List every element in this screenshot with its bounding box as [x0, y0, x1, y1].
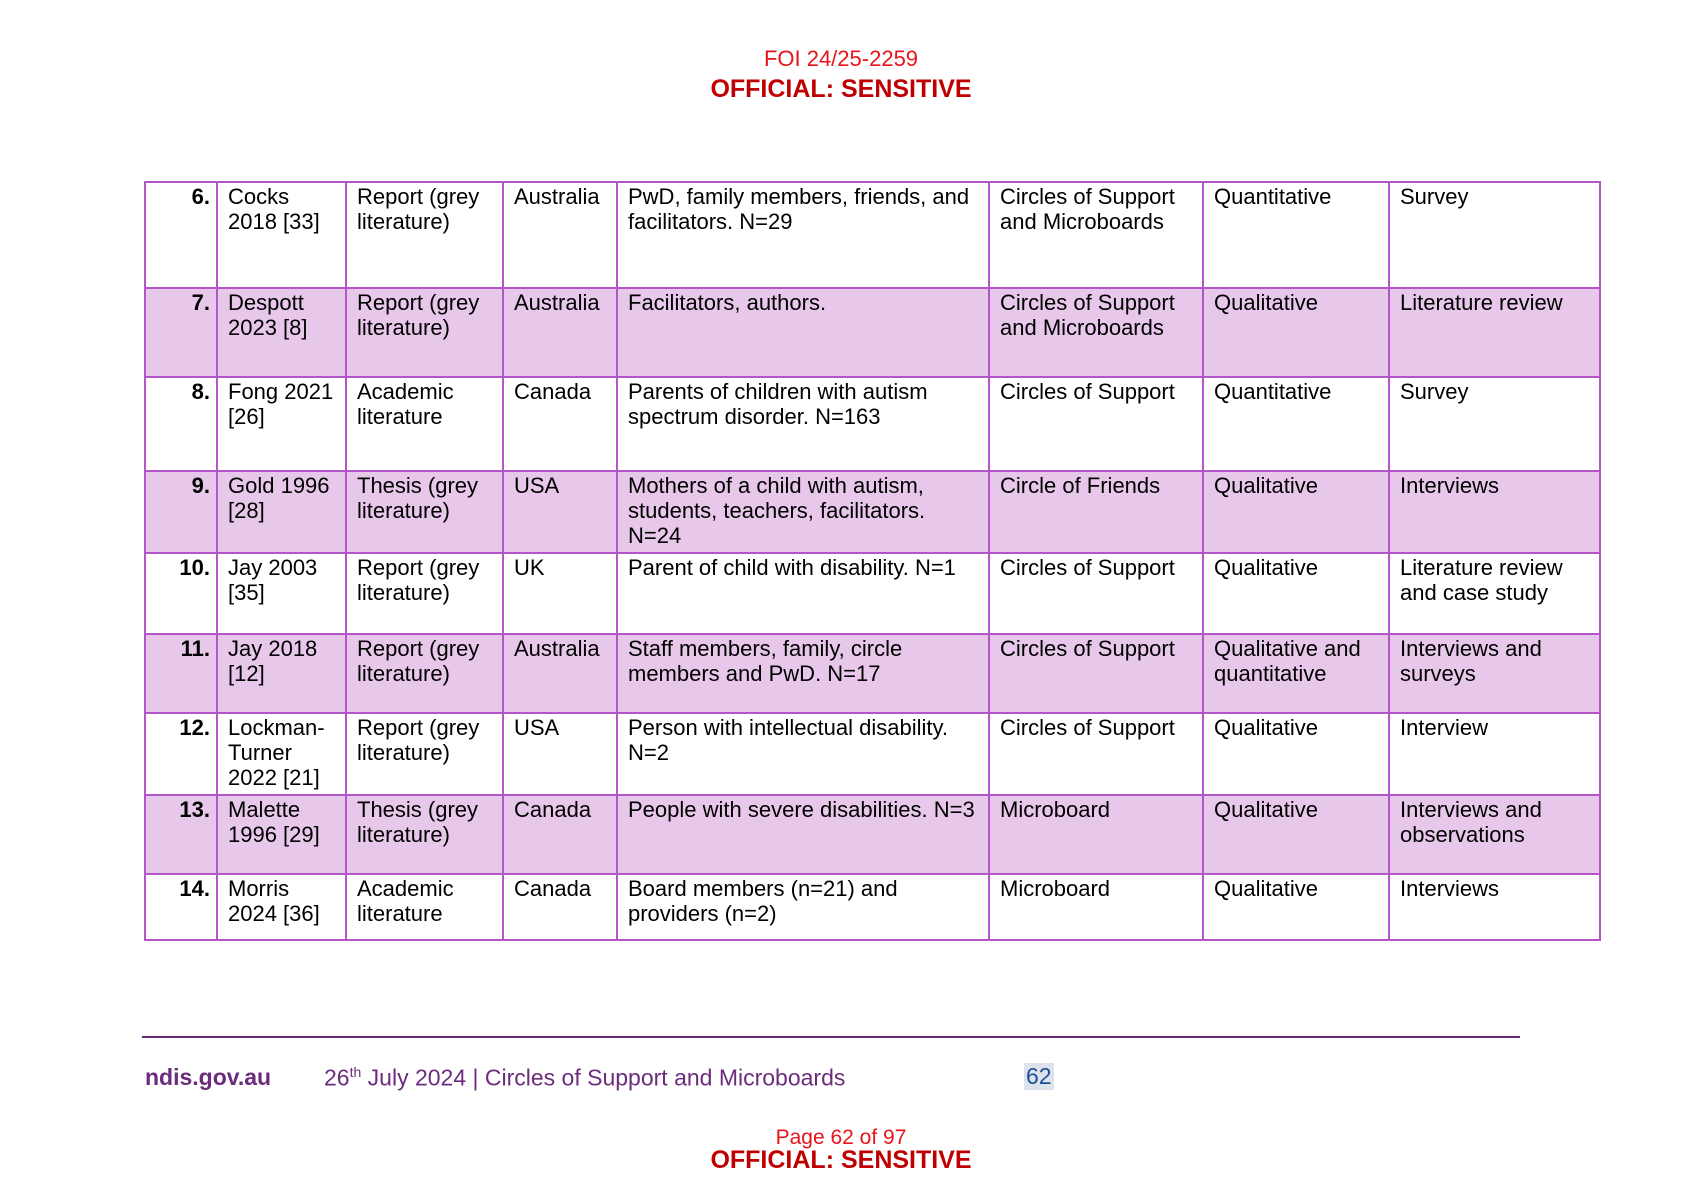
- method-cell: Survey: [1389, 182, 1600, 288]
- table-row: [145, 713, 1600, 795]
- country-cell: USA: [503, 713, 617, 795]
- footer-date-title: [324, 1064, 845, 1092]
- approach-cell: Qualitative: [1203, 553, 1389, 634]
- country-cell: UK: [503, 553, 617, 634]
- model-cell: Circle of Friends: [989, 471, 1203, 553]
- country-cell: USA: [503, 471, 617, 553]
- row-number: 9.: [145, 471, 217, 553]
- publication-type-cell: Academic literature: [346, 377, 503, 471]
- publication-type-cell: Academic literature: [346, 874, 503, 940]
- approach-cell: Qualitative: [1203, 713, 1389, 795]
- publication-type-cell: Report (grey literature): [346, 288, 503, 377]
- table-row: [145, 795, 1600, 874]
- model-cell: Circles of Support: [989, 377, 1203, 471]
- row-number: 10.: [145, 553, 217, 634]
- model-cell: Circles of Support and Microboards: [989, 182, 1203, 288]
- table-row: [145, 634, 1600, 713]
- study-cell: Malette 1996 [29]: [217, 795, 346, 874]
- approach-cell: Qualitative: [1203, 874, 1389, 940]
- table-row: [145, 553, 1600, 634]
- publication-type-cell: Report (grey literature): [346, 634, 503, 713]
- publication-type-cell: Thesis (grey literature): [346, 795, 503, 874]
- approach-cell: Quantitative: [1203, 377, 1389, 471]
- participants-cell: People with severe disabilities. N=3: [617, 795, 989, 874]
- method-cell: Interviews and observations: [1389, 795, 1600, 874]
- approach-cell: Qualitative: [1203, 795, 1389, 874]
- study-cell: Despott 2023 [8]: [217, 288, 346, 377]
- country-cell: Australia: [503, 182, 617, 288]
- participants-cell: Facilitators, authors.: [617, 288, 989, 377]
- row-number: 11.: [145, 634, 217, 713]
- classification-header: OFFICIAL: SENSITIVE: [710, 75, 972, 103]
- table-row: [145, 377, 1600, 471]
- method-cell: Interviews: [1389, 471, 1600, 553]
- publication-type-cell: Report (grey literature): [346, 553, 503, 634]
- study-cell: Fong 2021 [26]: [217, 377, 346, 471]
- approach-cell: Qualitative: [1203, 471, 1389, 553]
- study-cell: Morris 2024 [36]: [217, 874, 346, 940]
- study-cell: Jay 2018 [12]: [217, 634, 346, 713]
- country-cell: Canada: [503, 795, 617, 874]
- footer-date-rest: July 2024 | Circles of Support and Microboards: [361, 1064, 846, 1091]
- table-row: [145, 471, 1600, 553]
- model-cell: Circles of Support: [989, 553, 1203, 634]
- row-number: 12.: [145, 713, 217, 795]
- study-cell: Cocks 2018 [33]: [217, 182, 346, 288]
- row-number: 8.: [145, 377, 217, 471]
- country-cell: Australia: [503, 288, 617, 377]
- participants-cell: Parent of child with disability. N=1: [617, 553, 989, 634]
- table-row: [145, 288, 1600, 377]
- foi-reference: FOI 24/25-2259: [763, 46, 919, 71]
- country-cell: Canada: [503, 874, 617, 940]
- footer-date-day: 26: [324, 1064, 350, 1091]
- country-cell: Canada: [503, 377, 617, 471]
- participants-cell: Staff members, family, circle members and PwD. N=17: [617, 634, 989, 713]
- study-cell: Jay 2003 [35]: [217, 553, 346, 634]
- participants-cell: Parents of children with autism spectrum disorder. N=163: [617, 377, 989, 471]
- publication-type-cell: Thesis (grey literature): [346, 471, 503, 553]
- study-cell: Gold 1996 [28]: [217, 471, 346, 553]
- page-of-label: Page 62 of 97: [775, 1126, 907, 1149]
- model-cell: Microboard: [989, 874, 1203, 940]
- model-cell: Circles of Support and Microboards: [989, 288, 1203, 377]
- participants-cell: Mothers of a child with autism, students, teachers, facilitators. N=24: [617, 471, 989, 553]
- method-cell: Interview: [1389, 713, 1600, 795]
- footer-page-number: 62: [1026, 1063, 1052, 1089]
- row-number: 6.: [145, 182, 217, 288]
- studies-table: [144, 181, 1601, 941]
- method-cell: Survey: [1389, 377, 1600, 471]
- publication-type-cell: Report (grey literature): [346, 182, 503, 288]
- model-cell: Circles of Support: [989, 634, 1203, 713]
- approach-cell: Qualitative and quantitative: [1203, 634, 1389, 713]
- footer-site-link[interactable]: ndis.gov.au: [145, 1064, 272, 1090]
- method-cell: Literature review: [1389, 288, 1600, 377]
- country-cell: Australia: [503, 634, 617, 713]
- row-number: 7.: [145, 288, 217, 377]
- row-number: 13.: [145, 795, 217, 874]
- row-number: 14.: [145, 874, 217, 940]
- participants-cell: Board members (n=21) and providers (n=2): [617, 874, 989, 940]
- footer-date-suffix: th: [349, 1064, 362, 1080]
- footer-divider: [142, 1036, 1520, 1038]
- table-row: [145, 182, 1600, 288]
- method-cell: Literature review and case study: [1389, 553, 1600, 634]
- method-cell: Interviews: [1389, 874, 1600, 940]
- model-cell: Circles of Support: [989, 713, 1203, 795]
- publication-type-cell: Report (grey literature): [346, 713, 503, 795]
- participants-cell: PwD, family members, friends, and facilitators. N=29: [617, 182, 989, 288]
- approach-cell: Qualitative: [1203, 288, 1389, 377]
- table-row: [145, 874, 1600, 940]
- classification-footer: OFFICIAL: SENSITIVE: [710, 1146, 972, 1174]
- model-cell: Microboard: [989, 795, 1203, 874]
- method-cell: Interviews and surveys: [1389, 634, 1600, 713]
- study-cell: Lockman-Turner 2022 [21]: [217, 713, 346, 795]
- participants-cell: Person with intellectual disability. N=2: [617, 713, 989, 795]
- approach-cell: Quantitative: [1203, 182, 1389, 288]
